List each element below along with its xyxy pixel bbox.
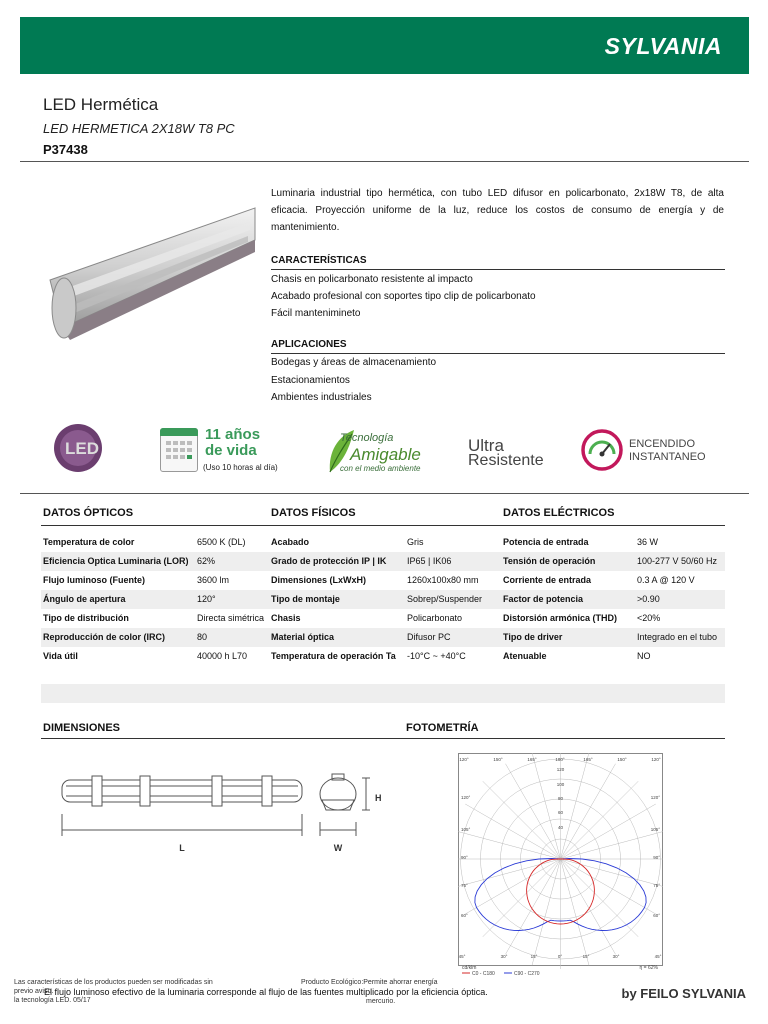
polar-angle-label: 60° xyxy=(653,913,660,918)
polar-radial-label: 40 xyxy=(557,825,564,830)
feilo-sylvania-logo: by FEILO SYLVANIA xyxy=(621,986,746,1001)
polar-radial-label: 100 xyxy=(556,782,565,787)
table-row xyxy=(41,571,725,590)
polar-angle-label: 90° xyxy=(461,855,468,860)
product-code: P37438 xyxy=(43,142,88,157)
fisico-value: Difusor PC xyxy=(407,632,451,642)
polar-angle-label: 45° xyxy=(458,954,466,959)
years-badge-text xyxy=(205,427,260,459)
resistente-text: Resistente xyxy=(468,452,544,469)
fisico-key: Acabado xyxy=(271,537,310,547)
electrico-key: Distorsión armónica (THD) xyxy=(503,613,618,623)
table-row xyxy=(41,590,725,609)
polar-angle-label: 120° xyxy=(651,757,661,762)
calendar-icon-top xyxy=(160,428,198,436)
badges-divider xyxy=(20,493,749,494)
optico-key: Flujo luminoso (Fuente) xyxy=(43,575,145,585)
dim-label-w: W xyxy=(333,843,343,853)
encendido-line-1: ENCENDIDO xyxy=(629,438,696,450)
polar-angle-label: 120° xyxy=(459,757,469,762)
polar-radial-label: 120 xyxy=(556,767,565,772)
footer-left: Las características de los productos pueden ser modificadas sin previo aviso. la tecnología LED. 05/17 xyxy=(14,979,213,1004)
years-line-1: 11 años xyxy=(205,426,261,443)
title-divider xyxy=(20,161,749,162)
aplicaciones-rule xyxy=(271,353,725,354)
optico-value: 62% xyxy=(197,556,216,566)
caracteristicas-heading: CARACTERÍSTICAS xyxy=(271,255,367,266)
electrico-value: Integrado en el tubo xyxy=(637,632,718,642)
optico-key: Tipo de distribución xyxy=(43,613,129,623)
polar-angle-label: 30° xyxy=(612,954,620,959)
polar-angle-label: 120° xyxy=(650,795,660,800)
list-item: Chasis en policarbonato resistente al impacto xyxy=(271,274,473,285)
electrico-key: Tensión de operación xyxy=(503,556,596,566)
polar-angle-label: 180° xyxy=(555,757,565,762)
footer-mercurio: mercurio. xyxy=(366,998,396,1005)
table-row xyxy=(41,552,725,571)
optico-key: Temperatura de color xyxy=(43,537,135,547)
datos-fisicos-heading: DATOS FÍSICOS xyxy=(271,507,356,519)
polar-angle-label: 150° xyxy=(493,757,503,762)
aplicaciones-heading: APLICACIONES xyxy=(271,339,347,350)
product-description: Luminaria industrial tipo hermética, con tubo LED difusor en policarbonato, 2x18W T8, de alta eficacia. Proyección uniforme de la luz, reduce los costos de consumo de energía y de mantenimiento. xyxy=(271,188,724,233)
tec-line-3: con el medio ambiente xyxy=(340,464,421,473)
electrico-key: Atenuable xyxy=(503,651,547,661)
optico-value: 6500 K (DL) xyxy=(197,537,246,547)
dimensions-drawing xyxy=(40,772,390,856)
years-line-2: de vida xyxy=(205,442,257,459)
list-item: Estacionamientos xyxy=(271,375,350,386)
fisico-key: Dimensiones (LxWxH) xyxy=(271,575,367,585)
fisico-value: IP65 | IK06 xyxy=(407,556,452,566)
electrico-key: Corriente de entrada xyxy=(503,575,592,585)
polar-diagram xyxy=(458,753,663,977)
electrico-key: Potencia de entrada xyxy=(503,537,589,547)
polar-radial-label: 60 xyxy=(557,810,564,815)
table-row xyxy=(41,647,725,666)
fisico-key: Temperatura de operación Ta xyxy=(271,651,396,661)
polar-angle-label: 165° xyxy=(583,757,593,762)
polar-legend-c90: C90 - C270 xyxy=(514,971,540,977)
electrico-key: Factor de potencia xyxy=(503,594,584,604)
polar-angle-label: 105° xyxy=(650,827,660,832)
table-row xyxy=(41,628,725,647)
electrico-value: 100-277 V 50/60 Hz xyxy=(637,556,718,566)
tec-line-1: Tecnología xyxy=(340,432,394,444)
polar-legend-eta: η = 62% xyxy=(639,965,658,971)
electrico-value: NO xyxy=(637,651,651,661)
fisico-key: Tipo de montaje xyxy=(271,594,340,604)
product-title: LED Hermética xyxy=(43,95,159,114)
encendido-text xyxy=(629,438,706,464)
encendido-line-2: INSTANTANEO xyxy=(629,451,706,463)
caracteristicas-rule xyxy=(271,269,725,270)
ultra-text: Ultra xyxy=(468,436,504,455)
polar-legend-unit: cd/klm xyxy=(462,965,477,971)
electrico-key: Tipo de driver xyxy=(503,632,563,642)
years-note: (Uso 10 horas al día) xyxy=(203,463,278,472)
optico-key: Reproducción de color (IRC) xyxy=(43,632,166,642)
fisico-value: -10°C ~ +40°C xyxy=(407,651,466,661)
polar-angle-label: 120° xyxy=(461,795,471,800)
polar-angle-label: 150° xyxy=(617,757,627,762)
datos-electricos-heading: DATOS ELÉCTRICOS xyxy=(503,507,615,519)
electrico-value: >0.90 xyxy=(637,594,660,604)
fisico-key: Chasis xyxy=(271,613,301,623)
polar-angle-label: 75° xyxy=(461,883,468,888)
optico-key: Ángulo de apertura xyxy=(43,594,126,604)
list-item: Bodegas y áreas de almacenamiento xyxy=(271,357,437,368)
table-row xyxy=(41,533,725,552)
polar-angle-label: 165° xyxy=(527,757,537,762)
dimensiones-heading: DIMENSIONES xyxy=(43,722,121,734)
fisico-value: 1260x100x80 mm xyxy=(407,575,479,585)
optico-value: 3600 lm xyxy=(197,575,230,585)
svg-text:LED: LED xyxy=(65,439,99,458)
polar-angle-label: 0° xyxy=(557,954,563,959)
calendar-grid-icon xyxy=(165,440,195,468)
polar-angle-label: 90° xyxy=(653,855,660,860)
datos-opticos-heading: DATOS ÓPTICOS xyxy=(43,507,134,519)
fisico-value: Policarbonato xyxy=(407,613,463,623)
electrico-value: 0.3 A @ 120 V xyxy=(637,575,695,585)
polar-radial-label: 80 xyxy=(557,796,564,801)
dim-label-l: L xyxy=(179,843,185,853)
electrico-value: 36 W xyxy=(637,537,659,547)
list-item: Acabado profesional con soportes tipo clip de policarbonato xyxy=(271,291,536,302)
footer-overlay-note: El flujo luminoso efectivo de la luminaria corresponde al flujo de las fuentes multiplicado por la eficiencia óptica. xyxy=(44,987,488,997)
list-item: Ambientes industriales xyxy=(271,392,372,403)
polar-angle-label: 15° xyxy=(582,954,590,959)
tec-line-2: Amigable xyxy=(350,445,421,464)
electrico-value: <20% xyxy=(637,613,661,623)
optico-value: 80 xyxy=(197,632,208,642)
dim-label-h: H xyxy=(375,793,382,803)
fisico-value: Sobrep/Suspender xyxy=(407,594,483,604)
polar-legend-c0: C0 - C180 xyxy=(472,971,495,977)
polar-angle-label: 15° xyxy=(530,954,538,959)
optico-value: 120° xyxy=(197,594,216,604)
grey-band xyxy=(41,684,725,703)
led-badge-icon xyxy=(52,420,112,476)
optico-key: Eficiencia Optica Luminaria (LOR) xyxy=(43,556,189,566)
fotometria-heading: FOTOMETRÍA xyxy=(406,722,479,734)
optico-value: Directa simétrica xyxy=(197,613,265,623)
table-row xyxy=(41,609,725,628)
fisico-key: Material óptica xyxy=(271,632,335,642)
polar-angle-label: 60° xyxy=(461,913,468,918)
optico-key: Vida útil xyxy=(43,651,78,661)
sections-rule xyxy=(41,738,725,739)
polar-angle-label: 30° xyxy=(500,954,508,959)
polar-angle-label: 75° xyxy=(653,883,660,888)
datos-rule xyxy=(41,525,725,526)
sylvania-logo: SYLVANIA xyxy=(604,33,722,59)
product-subtitle: LED HERMETICA 2X18W T8 PC xyxy=(43,121,235,136)
polar-angle-label: 45° xyxy=(654,954,662,959)
list-item: Fácil mantenimineto xyxy=(271,308,361,319)
fisico-value: Gris xyxy=(407,537,424,547)
polar-angle-label: 105° xyxy=(461,827,471,832)
gauge-icon xyxy=(580,428,624,472)
product-image xyxy=(40,200,257,350)
optico-value: 40000 h L70 xyxy=(197,651,248,661)
footer-center: Producto Ecológico:Permite ahorrar energía xyxy=(301,979,438,986)
fisico-key: Grado de protección IP | IK xyxy=(271,556,387,566)
